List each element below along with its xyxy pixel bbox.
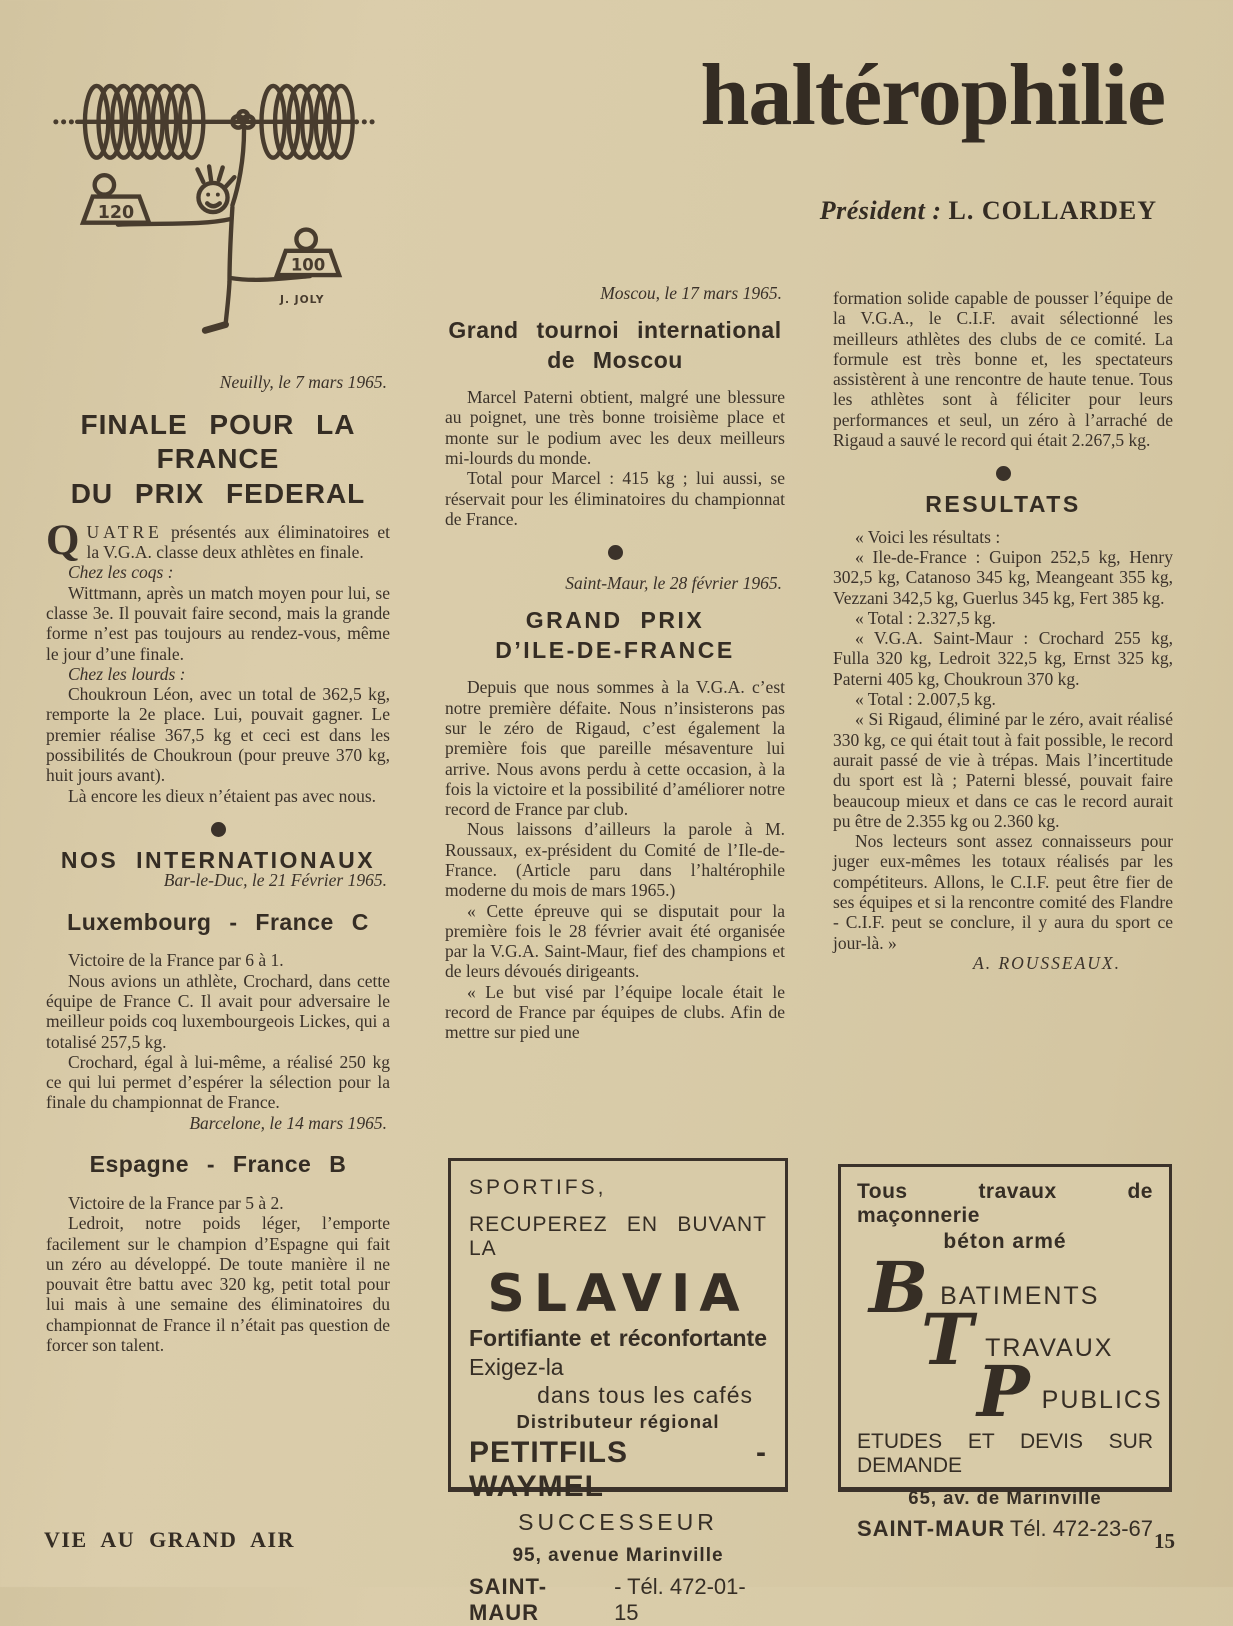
section-divider-dot	[996, 466, 1011, 481]
dateline: Saint-Maur, le 28 février 1965.	[565, 573, 782, 594]
section-heading-grand-prix	[445, 606, 785, 665]
section-heading-resultats: RESULTATS	[925, 491, 1081, 518]
paragraph: « V.G.A. Saint-Maur : Crochard 255 kg, Fulla 320 kg, Ledroit 322,5 kg, Ernst 325 kg, Paterni 405 kg, Choukroun 370 kg.	[833, 628, 1173, 689]
subhead-italic: Chez les lourds :	[68, 663, 186, 684]
paragraph: Ledroit, notre poids léger, l’emporte facilement sur le champion d’Espagne qui fait un zéro au développé. De toute manière il ne pouvait être battu avec 320 kg, petit total pour lui mais à une semaine des éliminatoires du championnat de France il n’était pas question de forcer son talent.	[46, 1213, 390, 1356]
heading-line: FINALE POUR LA FRANCE	[80, 409, 356, 475]
ad-slavia-contact	[469, 1574, 767, 1626]
paragraph: Marcel Paterni obtient, malgré une blessure au poignet, une très bonne troisième place et monte sur le podium avec les deux meilleurs mi-lourds du monde.	[445, 387, 785, 468]
weight-label-120: 120	[97, 202, 135, 223]
paragraph: « Si Rigaud, éliminé par le zéro, avait réalisé 330 kg, ce qui était tout à fait possible, le record aurait passé de vie à trépas. Mais l’incertitude du sport est là ; Paterni blessé, pouvait faire beaucoup mieux et dans ce cas le record aurait pu être de 2.355 kg ou 2.360 kg.	[833, 709, 1173, 831]
weight-label-100: 100	[290, 255, 326, 275]
president-line	[820, 196, 1157, 226]
ad-btp-row-publics	[977, 1350, 1163, 1433]
ad-btp-city: SAINT-MAUR	[857, 1516, 1006, 1541]
ad-btp-word-batiments: BATIMENTS	[940, 1282, 1100, 1310]
section-divider-dot	[608, 545, 623, 560]
heading-line: D’ILE-DE-FRANCE	[495, 636, 735, 663]
page-number: 15	[1154, 1529, 1175, 1553]
article-heading-prix-federal	[46, 408, 390, 510]
paragraph: Depuis que nous sommes à la V.G.A. c’est notre première défaite. Nous n’insisterons pas sur le zéro de Rigaud, c’est également la première fois que pareille mésaventure lui arrive. Nous avons perdu à cette occasion, à la fois la victoire et la possibilité d’améliorer notre record de France par club.	[445, 677, 785, 820]
weightlifter-cartoon	[48, 52, 378, 343]
ad-slavia-address: 95, avenue Marinville	[512, 1545, 724, 1566]
paragraph: « Total : 2.327,5 kg.	[855, 607, 996, 628]
paragraph: « Total : 2.007,5 kg.	[855, 689, 996, 710]
ad-btp-contact	[857, 1516, 1153, 1542]
dateline: Bar-le-Duc, le 21 Février 1965.	[163, 870, 387, 891]
paragraph: « Ile-de-France : Guipon 252,5 kg, Henry 302,5 kg, Catanoso 345 kg, Meangeant 355 kg, Vezzani 342,5 kg, Guerlus 345 kg, Fert 385 kg.	[833, 546, 1173, 608]
dateline: Barcelone, le 14 mars 1965.	[189, 1112, 387, 1133]
artist-signature: J. JOLY	[280, 293, 325, 307]
ad-slavia-line1: SPORTIFS,	[469, 1176, 607, 1199]
section-heading-internationaux: NOS INTERNATIONAUX	[60, 846, 376, 873]
lead-caps: UATRE	[86, 521, 163, 542]
ad-slavia	[448, 1158, 788, 1625]
ad-btp-line2: béton armé	[943, 1230, 1067, 1253]
ad-btp-row-batiments	[869, 1246, 1153, 1329]
paragraph: « Le but visé par l’équipe locale était le record de France par équipes de clubs. Afin de mettre sur pied une	[445, 981, 785, 1043]
paragraph: Nous laissons d’ailleurs la parole à M. Roussaux, ex-président du Comité de l’Ile-de-France. (Article paru dans l’haltérophile moderne du mois de mars 1965.)	[445, 819, 785, 901]
president-name: L. COLLARDEY	[948, 196, 1157, 225]
magazine-name: VIE AU GRAND AIR	[44, 1527, 295, 1552]
paragraph: Wittmann, après un match moyen pour lui, se classe 3e. Il pouvait faire second, mais la grande forme n’est pas toujours au rendez-vous, même le jour d’une finale.	[46, 582, 390, 664]
drop-cap: Q	[46, 516, 80, 564]
paragraph: « Voici les résultats :	[855, 526, 1001, 547]
ad-slavia-successeur: SUCCESSEUR	[518, 1509, 718, 1535]
match-heading-luxembourg: Luxembourg - France C	[67, 908, 369, 935]
ad-btp-word-publics: PUBLICS	[1041, 1386, 1163, 1414]
column-right	[833, 288, 1173, 973]
paragraph: Là encore les dieux n’étaient pas avec nous.	[68, 785, 377, 806]
ad-slavia-phone: - Tél. 472-01-15	[614, 1574, 746, 1625]
match-heading-espagne: Espagne - France B	[89, 1151, 347, 1178]
dateline: Moscou, le 17 mars 1965.	[600, 283, 782, 303]
paragraph: « Cette épreuve qui se disputait pour la première fois le 28 février avait été organisée par la V.G.A. Saint-Maur, fief des champions et de leurs dévoués dirigeants.	[445, 900, 785, 982]
ad-btp-phone: Tél. 472-23-67	[1009, 1516, 1153, 1541]
ad-slavia-line2: RECUPEREZ EN BUVANT LA	[469, 1213, 767, 1260]
paragraph: Nos lecteurs sont assez connaisseurs pour juger eux-mêmes les totaux réalisés par les compétiteurs. Allons, le C.I.F. peut être fier de ses équipes et si la rencontre comité des Flandre - C.I.F. peut se conclure, il y aura du sport ce jour-là. »	[833, 831, 1173, 953]
president-label: Président :	[819, 196, 942, 225]
ad-btp	[838, 1164, 1172, 1541]
heading-line: DU PRIX FEDERAL	[70, 477, 366, 509]
column-left	[46, 372, 390, 1355]
heading-line: GRAND PRIX	[525, 607, 705, 634]
ad-btp-letter-p: P	[977, 1350, 1030, 1433]
ad-slavia-slogan: Fortifiante et réconfortante	[469, 1325, 767, 1351]
ad-slavia-brand: SLAVIA	[487, 1264, 749, 1324]
ad-btp-etudes: ETUDES ET DEVIS SUR DEMANDE	[857, 1430, 1153, 1477]
ad-btp-line1: Tous travaux de maçonnerie	[857, 1180, 1153, 1227]
section-divider-dot	[211, 822, 226, 837]
ad-btp-letter-b: B	[869, 1246, 929, 1329]
ad-btp-word-travaux: TRAVAUX	[985, 1334, 1114, 1362]
ad-slavia-distributeur: Distributeur régional	[516, 1411, 720, 1432]
ad-slavia-cafes: dans tous les cafés	[537, 1382, 753, 1408]
article-heading-moscou	[445, 316, 785, 376]
ad-slavia-exigez: Exigez-la	[469, 1354, 564, 1380]
paragraph: Victoire de la France par 6 à 1.	[68, 950, 284, 971]
author-signature: A. ROUSSEAUX.	[973, 952, 1121, 973]
ad-slavia-petitfils: PETITFILS - WAYMEL	[469, 1436, 767, 1503]
ad-btp-address: 65, av. de Marinville	[908, 1487, 1102, 1508]
subhead-italic: Chez les coqs :	[68, 562, 174, 583]
paragraph	[46, 516, 390, 564]
ad-btp-row-travaux	[921, 1298, 1153, 1381]
paragraph: Crochard, égal à lui-même, a réalisé 250 kg ce qui lui permet d’espérer la sélection pour la finale du championnat de France.	[46, 1051, 390, 1113]
paragraph: Choukroun Léon, avec un total de 362,5 kg, remporte la 2e place. Lui, pouvait gagner. Le premier réalise 367,5 kg et ceci est dans les possibilités de Choukroun (pour preuve 370 kg, huit jours avant).	[46, 684, 390, 786]
paragraph-text: présentés aux éliminatoires et la V.G.A. classe deux athlètes en finale.	[86, 521, 390, 563]
paragraph: Victoire de la France par 5 à 2.	[68, 1192, 284, 1213]
ad-slavia-city: SAINT-MAUR	[469, 1574, 548, 1625]
paragraph: Total pour Marcel : 415 kg ; lui aussi, se réservait pour les éliminatoires du championnat de France.	[445, 468, 785, 529]
ad-btp-letter-t: T	[921, 1298, 974, 1381]
heading-line: de Moscou	[547, 347, 683, 374]
dateline: Neuilly, le 7 mars 1965.	[219, 372, 387, 392]
heading-line: Grand tournoi international	[448, 317, 782, 344]
paragraph: formation solide capable de pousser l’équipe de la V.G.A., le C.I.F. avait sélectionné les meilleurs athlètes des clubs de ce comité. La formule est très bonne et, les spectateurs assistèrent à une rencontre de haute tenue. Tous les athlètes sont à féliciter pour leurs performances et seul, un zéro à l’arraché de Rigaud a sauvé le record qui était 2.267,5 kg.	[833, 288, 1173, 451]
column-middle	[445, 283, 785, 1043]
paragraph: Nous avions un athlète, Crochard, dans cette équipe de France C. Il avait pour adversaire le meilleur poids coq luxembourgeois Lickes, qui a totalisé 257,5 kg.	[46, 970, 390, 1052]
section-title: haltérophilie	[700, 47, 1165, 144]
